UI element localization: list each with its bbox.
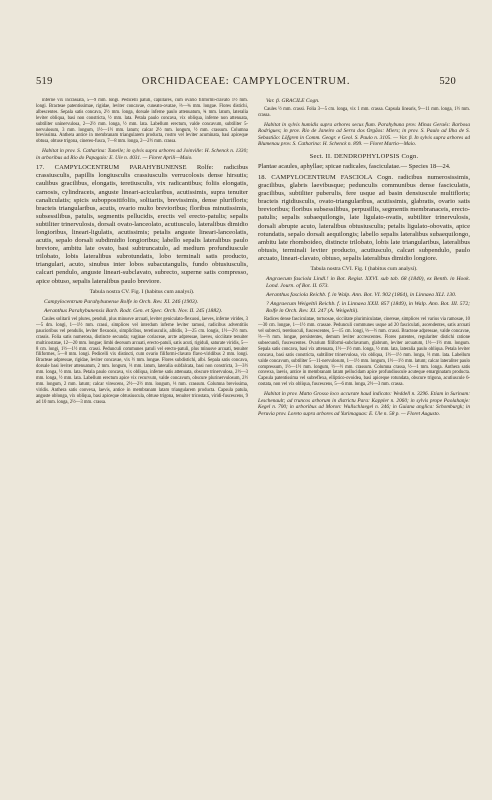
right-paragraph-3: Sect. II. DENDROPHYLOPSIS Cogn. (309, 152, 419, 160)
right-paragraph-6: Tabula nostra CVI. Fig. I (habitus cum analysi). (310, 265, 418, 272)
left-page-number: 519 (36, 76, 53, 87)
left-paragraph-0: inferne vix incrassata, 5—9 mm. longi. Pedicelli patuli, capillares, cum ovario filiformi-clavato 1½ mm. longi. Bracteae patentissimae, rigidae, leviter concavae, cuneato-ovatae, ⅔—¾ mm. longae. Flores distichi, albescentes. Sepala satis concava, 2½ mm. longa, dorsale inferne paulo attenuatum, ¾ mm. latum, lateralia leviter obliqua, basi non constricta, ½ mm. lata. Petala paulo concava, vix obliqua, inferne non attenuata, subtiliter uninervulosa, 2—2½ mm. longa, ½ mm. lata. Labellum erectum, valde concavum, subtiliter 5-nervulosum, 3 mm. longum, 1½—1½ mm. latum; calcar 2½ mm. longum, ½ mm. crassum. Columna brevissima. Anthera antice in membranam triangularem producta, rostro vel leviter acuminata, basi apiceque obtusa, obtuse trigona, cinereo-fusca, 7—8 mm. longa, 2—2½ mm. crassa. (36, 98, 248, 145)
right-paragraph-0: Var. β. GRACILE Cogn. (266, 98, 320, 104)
right-paragraph-4: Plantae acaules, aphyllae; spicae radicales, fasciculatae.— Species 18—24. (258, 163, 451, 171)
right-paragraph-5: 18. CAMPYLOCENTRUM FASCIOLA Cogn. radicibus numerosissimis, gracilibus, glabris laevibusque; pedunculis communibus dense fasciculatis, gracilibus, subtiliter puberulis, fere usque ad basin densiuscule multifloris; bracteis rigidiusculis, ovato-triangularibus, acutissimis, glabratis, ovario satis brevioribus; floribus subsessilibus, perpusillis, segmentis membranaceis, erecto-patulis; sepalis subaequilongis, late ligulato-ovatis, subtiliter trinervulosis, dorsali abrupte acuto, lateralibus obtusiusculis; petalis ligulato-obovatis, apice rotundatis, sepalo dorsali aequilongis; labello sepalis lateralibus subaequilongo, ambitu late rhomboideo, distincte trilobato, lobis late triangularibus, lateralibus obtusis, terminali leviter producto, acutiusculo, calcari subpendulo, paulo arcuato, lineari-clavato, obtuso, sepalis lateralibus dimidio longiore. (258, 173, 470, 262)
left-paragraph-1: Habitat in prov. S. Catharina: Tunelle; in sylvis supra arbores ad Joinville: H. Schenck n. 1330; in arboribus ad Rio do Papagaio: E. Ule n. 4031. — Floret Aprili—Maio. (36, 148, 248, 161)
left-paragraph-6: Caules solitarii vel plures, penduli, plus minusve arcuati, leviter geniculato-flexuosi, laeves, inferne virides, 3—5 dm. longi, 1—1½ mm. crassi, simplices vel interdum inferne leviter ramosi, radicibus adventitiis paucioribus vel pendulis, leviter flexuosis, simplicibus, teretiusculis, albidis, 3—25 cm. longis, 1½—2½ mm. crassis. Folia satis numerosa, distincte secunda; vaginae coriaceae, arcte adpressae, laeves, sicciitate tenuiter multicostatae, 12—20 mm. longae; limbi deorsum arcuati, erecto-patuli, satis acuti, rigiduli, saturate viridis, 5—8 cm. longi, 1½—1½ mm. crassi. Pedunculi communes patuli vel erecto-patuli, plus minusve arcuati, tenuiter filiformes, 5—8 mm. longi. Pedicelli vix distincti, cum ovario filiformi-clavato flavo-viridibus 2 mm. longi. Bracteae adpressae, rigidae, leviter concavae, vix ½ mm. longae. Flores subdistichi, albi. Sepala satis concava, dorsale basi leviter attenuatum, 2 mm. longum, ⅔ mm. latum, lateralia subfalcata, basi non constricta, 3—3½ mm. longa, ½ mm. lata. Petala paulo concava, vix obliqua, inferne satis attenuata, obscure trinervulosa, 2½—3 mm. longa, ½ mm. lata. Labellum erectum apice vix recurvum, valde concavum, obscure plurinervulosum, 2½ mm. longum, 2 mm. latum; calcar virescens, 2½—2½ mm. longum, ⅓ mm. crassum. Columna brevissima, viridis. Anthera satis convexa, laevis, antice in membranam latam triangularem producta. Capsula patula, anguste oblonga, vix obliqua, basi apiceque obtusiuscula, obtuse trigona, tenuiter tricostata, viridi-fuscescens, 9 ad 10 mm. longa, 2½—3 mm. crassa. (36, 317, 248, 405)
running-title: ORCHIDACEAE: CAMPYLOCENTRUM. (141, 76, 351, 87)
left-column (36, 98, 248, 788)
left-paragraph-4: Campylocentrum Parahybunense Rolfe in Orch. Rev. XI. 246 (1903). (44, 299, 199, 305)
right-paragraph-10: Radices dense fasciculatae, tortuosae, sicciitate plurimiculatae, cinereae, simplices vel varius via ramosae, 10—30 cm. longae, 1—1½ mm. crassae. Pedunculi communes usque ad 20 fasciculati, ascendentes, satis arcuati vel subrecti, teretiusculi, fuscescentes, 5—15 cm. longi, ⅓—½ mm. crassi. Bracteae adpressae, valde concavae, ⅔—⅔ mm. longae, persistentes, demum leviter accrescentes. Flores patentes, regulariter distichi ratione subsecundi, fuscescentes. Ovarium filiformi-subclavatum, glabrum, leviter arcuatum, 1½—1½ mm. longum. Sepala satis concava, basi vix attenuata, 1½—1½ mm. longa, ½ mm. lata, lateralia paulo obliqua. Petala leviter concava, basi satis constricta, subtiliter trinervulosa, vix obliqua, 1½—1½ mm. longa, ⅔ mm. lata. Labellum valde concavum, subtiliter 5—11-nervulosum, 1—1½ mm. longum, 1½—1½ mm. latum; calcar lateraliter paulo compressum, 1½—1½ mm. longum, ½—½ mm. crassum. Columna crassa, ½—1 mm. longa. Anthera satis convexa, laevis, antice in membranam latam pellucidam apice profundiuscule acuteque emarginatam producta. Capsula patentissima vel subreflexa, elliptico-ovoidea, basi apiceque rotundata, obscure trigona, acutiuscule 6-costata, non vel vix obliqua, fuscescens, 5—6 mm. longa, 2½—3 mm. crassa. (258, 317, 470, 388)
right-paragraph-11: Habitat in prov. Matto Grosso loco accurate haud indicato: Weddell n. 3296. Etiam in Surinam: Leschenault; ad truncos arborum in districtu Para: Kappler n. 2060; in sylvis prope Paolahanje: Kegel n. 700; in arboribus ad Moron: Wullschlaegel n. 346; in Guiana anglica: Schomburgk; in Peruvia prov. Loreto supra arbores ad Yurimaguas: E. Ule n. 58 p. — Floret Augusto. (258, 391, 470, 417)
page-header (36, 76, 456, 90)
right-paragraph-1: Caules ½ mm. crassi. Folia 3—5 cm. longa, vix 1 mm. crassa. Capsula linearis, 9—11 mm. longa, 1½ mm. crassa. (258, 107, 470, 118)
left-paragraph-5: Aeranthus Parahybunensis Barb. Rodr. Gen. et Spec. Orch. Nov. II. 245 (1882). (44, 308, 223, 314)
right-page-number: 520 (439, 76, 456, 87)
right-paragraph-7: Angraecum fasciola Lindl.! in Bot. Regist. XXVI. sub tab. 68 (1840), ex Benth. in Hook. Lond. Journ. of Bot. II. 673. (266, 276, 470, 290)
right-column (258, 98, 470, 788)
right-paragraph-2: Habitat in sylvis humidis supra arbores secus flum. Parahybuna prov. Minas Geraës: Barbosa Rodrigues; in prov. Rio de Janeiro ad Serra dos Orgãos: Miers; in prov. S. Paulo ad Ilha de S. Sebastião: Löfgren in Comm. Geogr. e Geol. S. Paulo n. 3105. — Var. β. In sylvis supra arbores ad Blumenau prov. S. Catharina: H. Schenck n. 899. — Floret Martio—Maio. (258, 121, 470, 148)
left-paragraph-2: 17. CAMPYLOCENTRUM PARAHYBUNENSE Rolfe: radicibus crassiusculis, papillis longiusculis crassiusculis verrucolosis densе hirsutis; caulibus gracilibus, elongatis, teretiusculis, vix radicantibus; foliis elongatis, carnosis, cylindraceis, anguste lineari-acicularibus, acutissimis, supra tenuiter canaliculatis; spicis suboppositifoliis, solitariis, brevissimis, dense pluriflоris; bracteis triangularibus, acutis, ovario multo brevioribus; floribus minutissimis, subsessilibus, patulis, segmentis pellucidis, erectis vel erecto-patulis; sepalis subtiliter trinervulosis, dorsali ovato-lanceolato, acutiusculo, lateralibus dimidio longioribus, lineari-ligulatis, acutissimis; petalis anguste lineari-lanceolatis, acutis, sepalo dorsali subdimidio longioribus; labello sepalis lateralibus paulo breviore, ambitu late ovato, basi subtruncatulo, ad medium profundiuscule trilobato, lobis lateralibus subrotundatis, lobo terminali satis producto, triangulari, acuto, sinubus inter lobos subacutangulis, fundo obtusiusculis, calcari pendulo, anguste lineari-subclavato, subrecto, superne satis compresso, apice obtuso, sepalis lateralibus paulo breviore. (36, 164, 248, 285)
right-paragraph-8: Aeranthus fasciola Reichb. f. in Walp. Ann. Bot. VI. 902 (1864), in Linnaea XLI. 130. (266, 292, 457, 299)
right-paragraph-9: ? Angraecum Weigeltii Reichb. f. in Linnaea XXII. 857 (1849), in Walp. Ann. Bot. III. 572; Rolfe in Orch. Rev. XI. 247 (A. Weigeltii). (266, 301, 470, 315)
left-paragraph-3: Tabula nostra CV. Fig. I (habitus cum analysi). (89, 288, 195, 295)
